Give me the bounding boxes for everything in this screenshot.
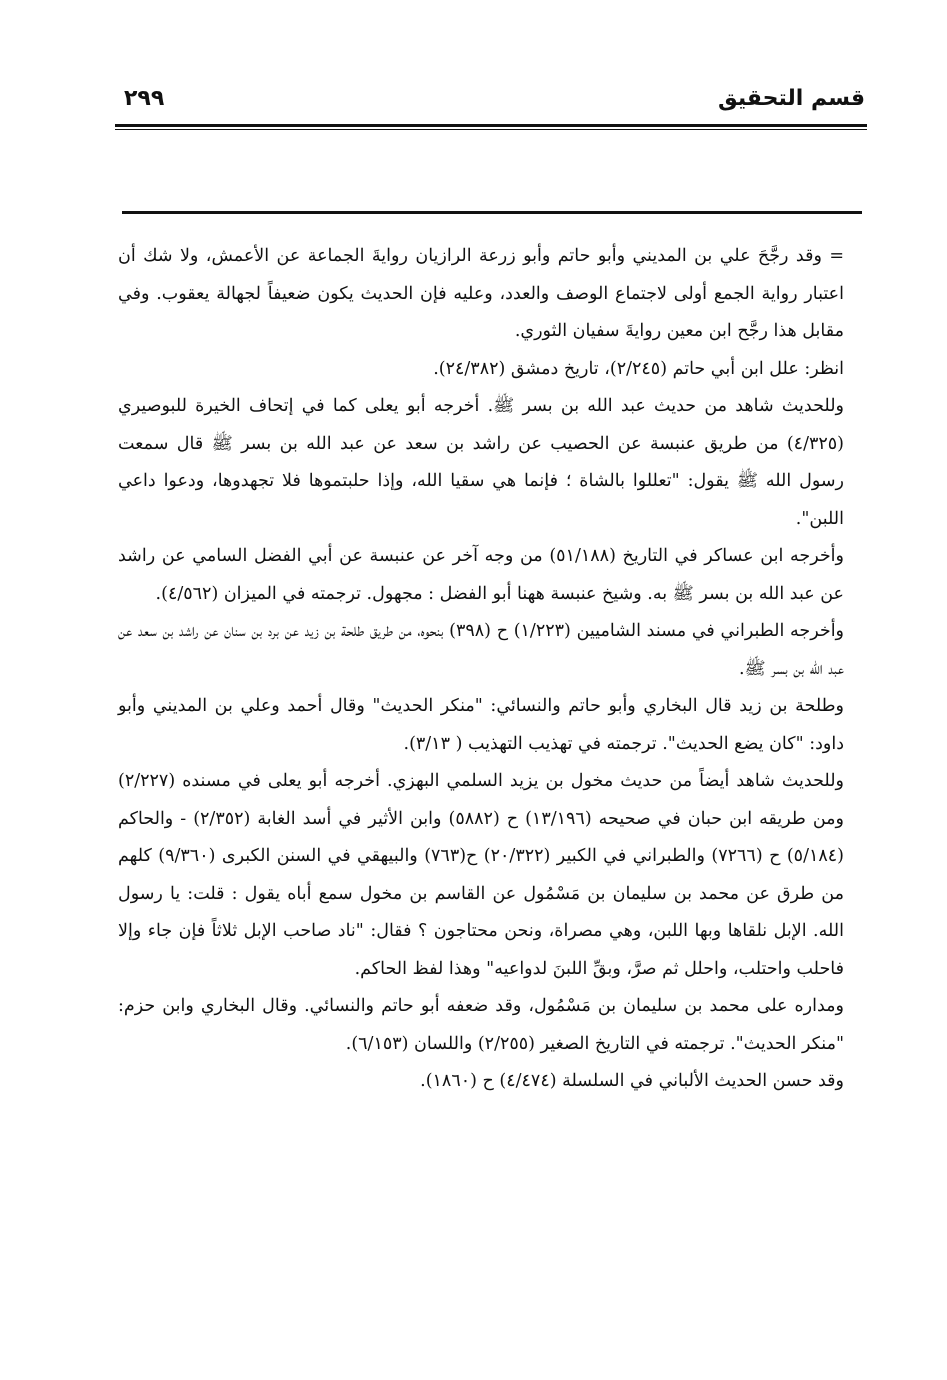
header-divider	[115, 124, 867, 130]
section-title: قسم التحقيق	[718, 86, 865, 111]
paragraph: = وقد رجَّحَ علي بن المديني وأبو حاتم وأبو زرعة الرازيان روايةَ الجماعة عن الأعمش، ولا شك أن اعتبار رواية الجمع أولى لاجتماع الوصف والعدد، وعليه فإن الحديث يكون ضعيفاً لجهالة يعقوب. وفي مقابل هذا رجَّح ابن معين روايةَ سفيان الثوري.	[118, 246, 844, 341]
running-header	[120, 86, 865, 122]
footnote-text	[118, 238, 844, 1101]
paragraph: وقد حسن الحديث الألباني في السلسلة (٤/٤٧٤) ح (١٨٦٠).	[420, 1071, 844, 1091]
paragraph: ومداره على محمد بن سليمان بن مَسْمُول، وقد ضعفه أبو حاتم والنسائي. وقال البخاري وابن حزم: "منكر الحديث". ترجمته في التاريخ الصغير (٢/٢٥٥) واللسان (٦/١٥٣).	[118, 996, 844, 1054]
paragraph: وطلحة بن زيد قال البخاري وأبو حاتم والنسائي: "منكر الحديث" وقال أحمد وعلي بن المديني وأبو داود: "كان يضع الحديث". ترجمته في تهذيب التهذيب ( ٣/١٣).	[118, 696, 844, 754]
page-number: ٢٩٩	[124, 86, 165, 111]
paragraph: انظر: علل ابن أبي حاتم (٢/٢٤٥)، تاريخ دمشق (٢٤/٣٨٢).	[433, 358, 844, 379]
paragraph: وأخرجه الطبراني في مسند الشاميين (١/٢٢٣) ح (٣٩٨) بنحوه، من طريق طلحة بن زيد عن برد بن سنان عن راشد بن سعد عن عبد الله بن بسر ﷺ.	[118, 621, 845, 679]
paragraph: وللحديث شاهد أيضاً من حديث مخول بن يزيد السلمي البهزي. أخرجه أبو يعلى في مسنده (٢/٢٢٧) ومن طريقه ابن حبان في صحيحه (١٣/١٩٦) ح (٥٨٨٢) وابن الأثير في أسد الغابة (٢/٣٥٢) - والحاكم (٥/١٨٤) ح (٧٢٦٦) والطبراني في الكبير (٢٠/٣٢٢) ح(٧٦٣) والبيهقي في السنن الكبرى (٩/٣٦٠) كلهم من طرق عن محمد بن سليمان بن مَسْمُول عن القاسم بن مخول سمع أباه يقول : قلت: يا رسول الله. الإبل نلقاها وبها اللبن، وهي مصراة، ونحن محتاجون ؟ فقال: "ناد صاحب الإبل ثلاثاً فإن جاء وإلا فاحلب واحتلب، واحلل ثم صرَّ، وبقِّ اللبنَ لدواعيه" وهذا لفظ الحاكم.	[118, 771, 844, 979]
footnote-divider	[122, 211, 862, 214]
paragraph: وللحديث شاهد من حديث عبد الله بن بسر ﷺ. أخرجه أبو يعلى كما في إتحاف الخيرة للبوصيري (٤/٣٢٥) من طريق عنبسة عن الحصيب عن راشد بن سعد عن عبد الله بن بسر ﷺ قال سمعت رسول الله ﷺ يقول: "تعللوا بالشاة ؛ فإنما هي سقيا الله، وإذا حلبتموها فلا تجهدوها، ودعوا داعي اللبن".	[118, 396, 844, 529]
paragraph: وأخرجه ابن عساكر في التاريخ (٥١/١٨٨) من وجه آخر عن عنبسة عن أبي الفضل السامي عن راشد عن عبد الله بن بسر ﷺ به. وشيخ عنبسة ههنا أبو الفضل : مجهول. ترجمته في الميزان (٤/٥٦٢).	[118, 546, 844, 604]
